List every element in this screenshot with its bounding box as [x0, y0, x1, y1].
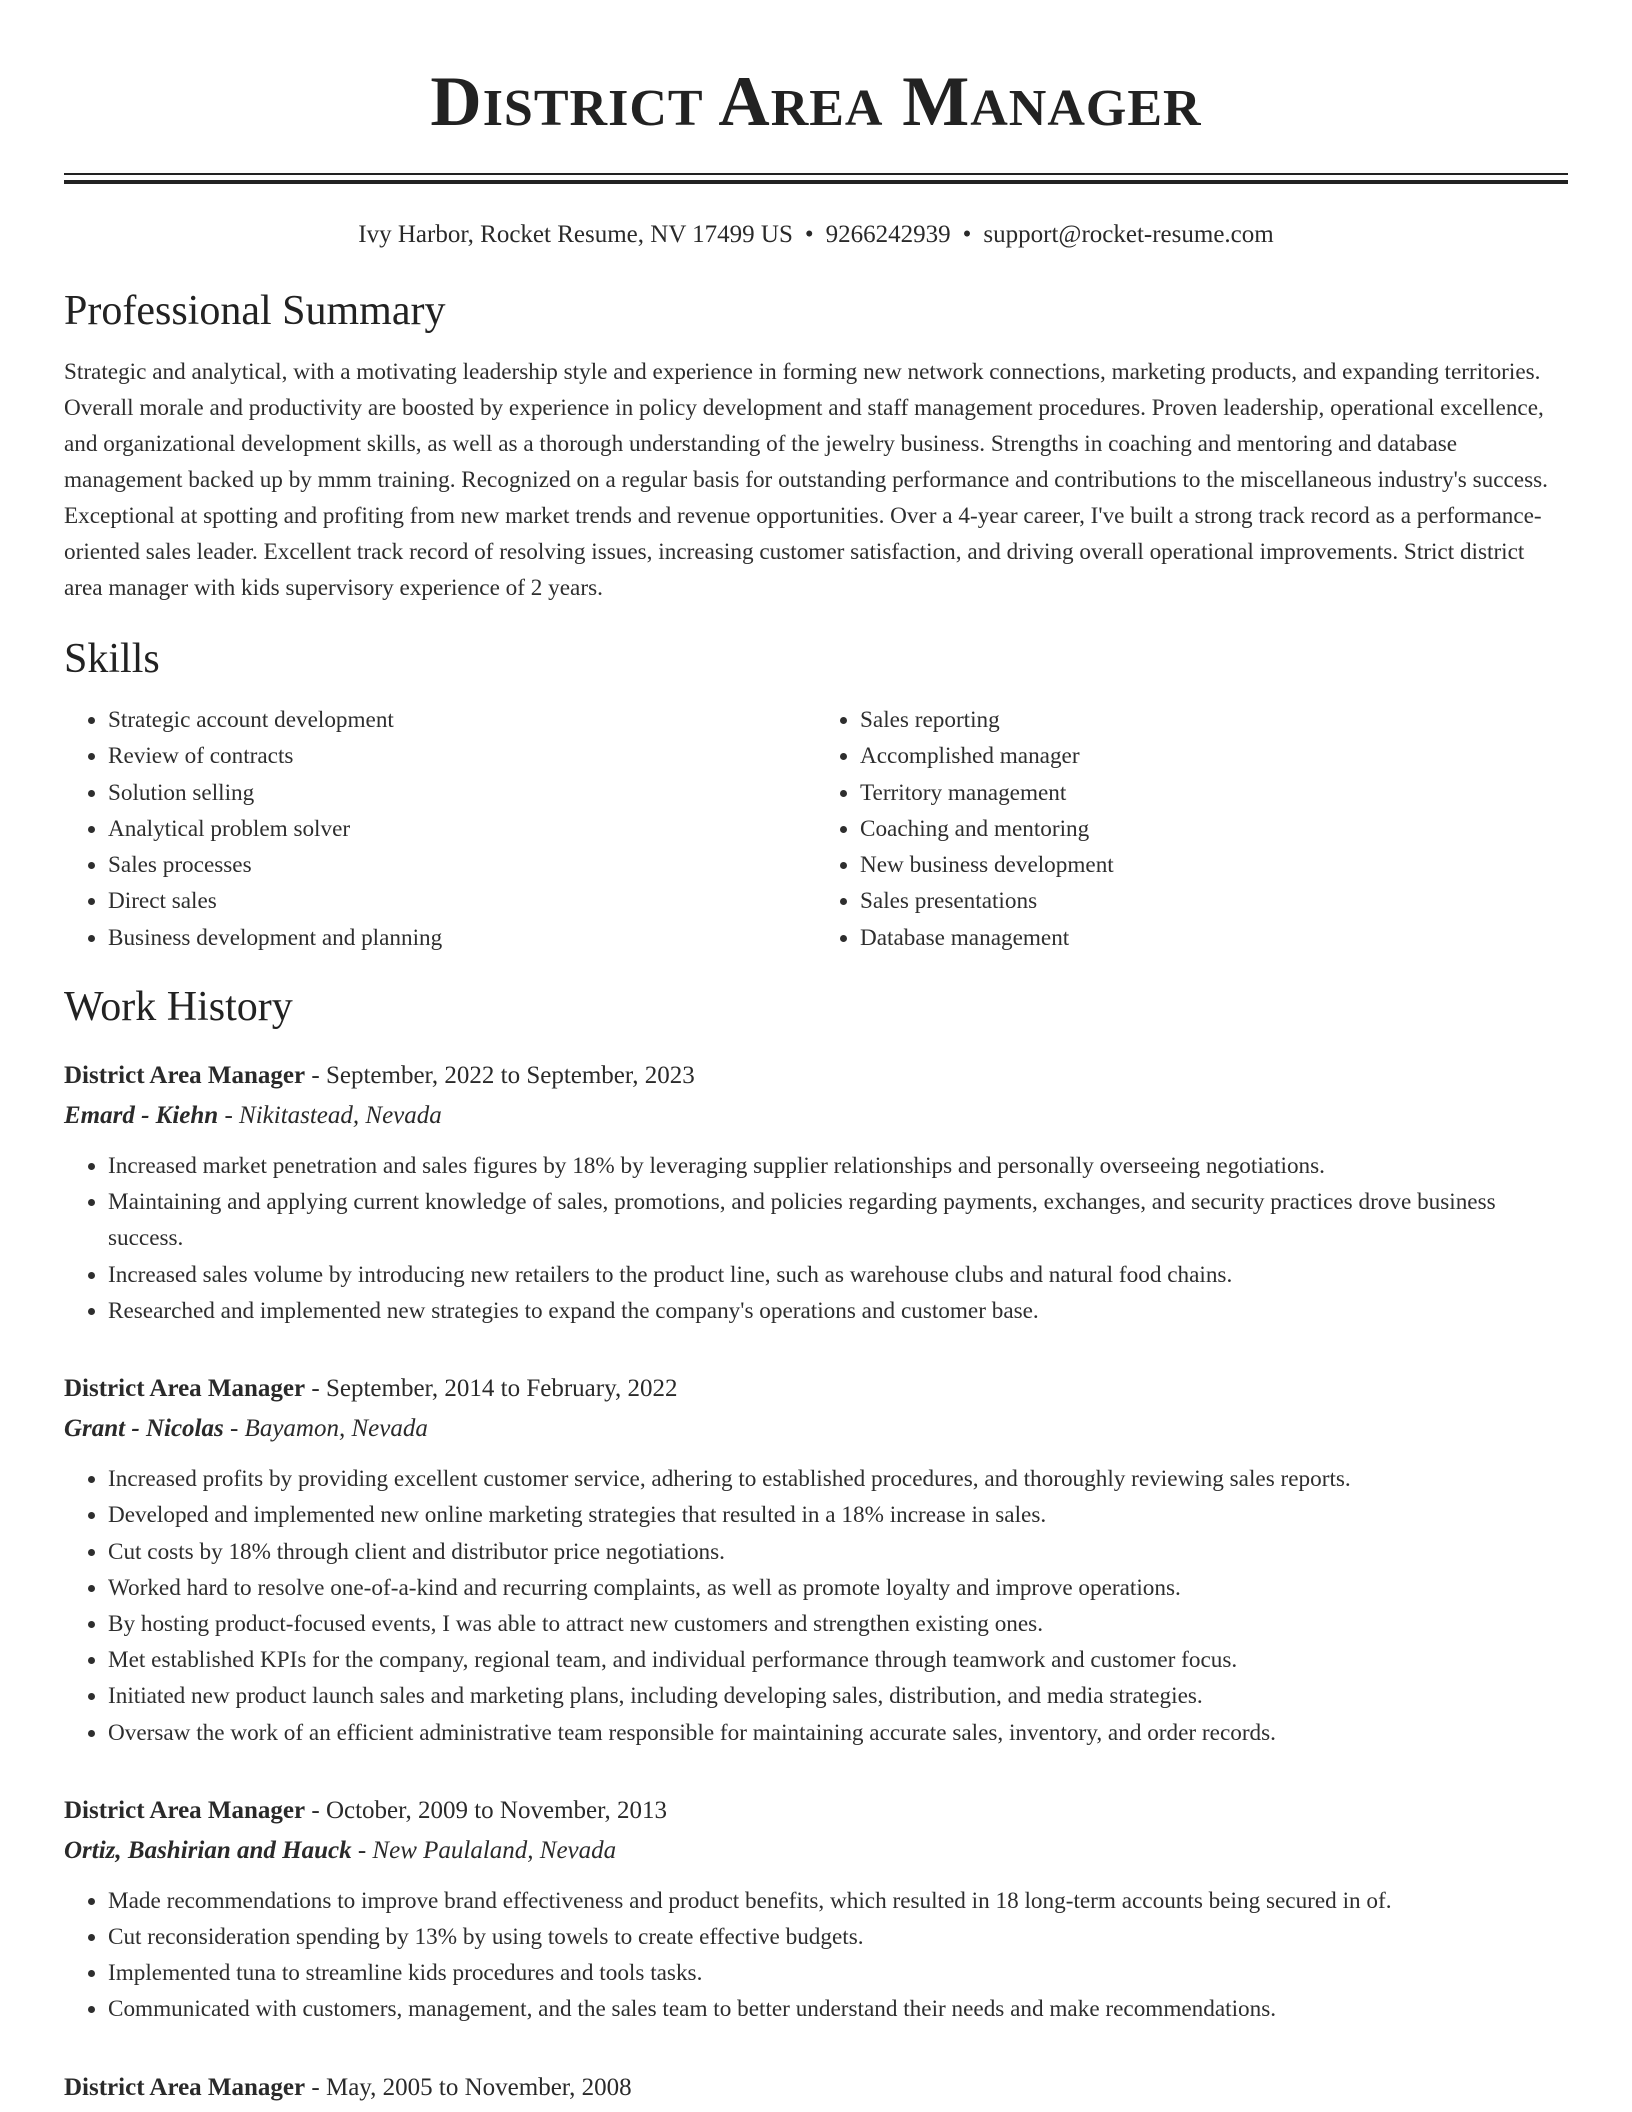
- job-bullet: • Increased market penetration and sales figures by 18% by leveraging supplier relationships and personally overseeing negotiations.: [108, 1148, 1568, 1184]
- job-dates: - May, 2005 to November, 2008: [305, 2073, 632, 2101]
- job-location: - Bayamon, Nevada: [223, 1415, 428, 1443]
- job-title-line: [64, 1791, 1568, 1831]
- contact-separator: •: [962, 221, 972, 248]
- summary-text: Strategic and analytical, with a motivating leadership style and experience in forming new network connections, marketing products, and expanding territories. Overall morale and productivity are boosted by experience in policy development and staff management procedures. Proven leadership, operational excellence, and organizational development skills, as well as a thorough understanding of the jewelry business. Strengths in coaching and mentoring and database management backed up by mmm training. Recognized on a regular basis for outstanding performance and contributions to the miscellaneous industry's success. Exceptional at spotting and profiting from new market trends and revenue opportunities. Over a 4-year career, I've built a strong track record as a performance-oriented sales leader. Excellent track record of resolving issues, increasing customer satisfaction, and driving overall operational improvements. Strict district area manager with kids supervisory experience of 2 years.: [64, 359, 1548, 601]
- skills-list-right: [816, 702, 1568, 956]
- job-title-line: [64, 1056, 1568, 1096]
- job-location: - New Paulaland, Nevada: [351, 1836, 617, 1864]
- job-role: District Area Manager: [64, 2073, 306, 2101]
- contact-address: Ivy Harbor, Rocket Resume, NV 17499 US: [358, 221, 793, 248]
- job-bullet: • Maintaining and applying current knowledge of sales, promotions, and policies regarding payments, exchanges, and security practices drove business success.: [108, 1184, 1568, 1256]
- job-entry: [64, 2068, 1568, 2108]
- job-company: Grant - Nicolas: [64, 1415, 224, 1443]
- job-bullet: • Cut reconsideration spending by 13% by using towels to create effective budgets.: [108, 1919, 1568, 1955]
- skill-item: • Sales reporting: [860, 702, 1568, 738]
- job-bullets: [64, 1883, 1568, 2028]
- contact-email[interactable]: support@rocket-resume.com: [983, 221, 1274, 248]
- job-location: - Nikitastead, Nevada: [218, 1102, 442, 1130]
- contact-line: [64, 220, 1568, 250]
- job-entry: [64, 1369, 1568, 1751]
- skills-columns: [64, 702, 1568, 956]
- job-bullet: • Developed and implemented new online marketing strategies that resulted in a 18% increase in sales.: [108, 1497, 1568, 1533]
- job-bullet: • Oversaw the work of an efficient administrative team responsible for maintaining accurate sales, inventory, and order records.: [108, 1715, 1568, 1751]
- job-company-line: [64, 1409, 1568, 1449]
- job-bullet: • Cut costs by 18% through client and distributor price negotiations.: [108, 1534, 1568, 1570]
- job-dates: - October, 2009 to November, 2013: [305, 1796, 667, 1824]
- title-word-1-rest: ISTRICT: [482, 80, 704, 137]
- job-role: District Area Manager: [64, 1375, 306, 1403]
- title-divider: [64, 173, 1568, 185]
- skill-item: • Strategic account development: [108, 702, 816, 738]
- job-bullets: [64, 1148, 1568, 1329]
- skill-item: • Database management: [860, 920, 1568, 956]
- job-bullet: • Made recommendations to improve brand effectiveness and product benefits, which resulted in 18 long-term accounts being secured in of.: [108, 1883, 1568, 1919]
- job-bullet: • Increased sales volume by introducing new retailers to the product line, such as warehouse clubs and natural food chains.: [108, 1257, 1568, 1293]
- job-company-line: [64, 1096, 1568, 1136]
- skill-item: • Business development and planning: [108, 920, 816, 956]
- job-role: District Area Manager: [64, 1796, 306, 1824]
- title-word-2-rest: REA: [770, 80, 884, 137]
- skill-item: • Sales processes: [108, 847, 816, 883]
- title-word-3-initial: M: [902, 63, 971, 141]
- job-entry: [64, 1791, 1568, 2028]
- skill-item: • New business development: [860, 847, 1568, 883]
- divider-thick-line: [64, 180, 1568, 184]
- job-bullet: • Communicated with customers, management, and the sales team to better understand their needs and make recommendations.: [108, 1991, 1568, 2027]
- skill-item: • Direct sales: [108, 883, 816, 919]
- summary-heading: Professional Summary: [64, 288, 446, 334]
- job-role: District Area Manager: [64, 1062, 306, 1090]
- skills-heading: Skills: [64, 636, 160, 682]
- skill-item: • Sales presentations: [860, 883, 1568, 919]
- job-dates: - September, 2014 to February, 2022: [305, 1375, 678, 1403]
- job-company: Emard - Kiehn: [64, 1102, 219, 1130]
- skills-list-left: [64, 702, 816, 956]
- skill-item: • Accomplished manager: [860, 738, 1568, 774]
- title-word-1-initial: D: [430, 63, 483, 141]
- job-bullets: [64, 1461, 1568, 1751]
- job-bullet: • By hosting product-focused events, I was able to attract new customers and strengthen existing ones.: [108, 1606, 1568, 1642]
- job-bullet: • Researched and implemented new strategies to expand the company's operations and customer base.: [108, 1293, 1568, 1329]
- divider-thin-line: [64, 173, 1568, 175]
- job-company: Ortiz, Bashirian and Hauck: [64, 1836, 352, 1864]
- resume-title: [64, 0, 1568, 149]
- job-bullet: • Implemented tuna to streamline kids procedures and tools tasks.: [108, 1955, 1568, 1991]
- job-company-line: [64, 1831, 1568, 1871]
- skill-item: • Coaching and mentoring: [860, 811, 1568, 847]
- skill-item: • Solution selling: [108, 775, 816, 811]
- contact-separator: •: [804, 221, 814, 248]
- job-bullet: • Met established KPIs for the company, regional team, and individual performance through teamwork and customer focus.: [108, 1642, 1568, 1678]
- contact-phone[interactable]: 9266242939: [825, 221, 951, 248]
- title-word-2-initial: A: [718, 63, 771, 141]
- job-title-line: [64, 2068, 1568, 2108]
- job-bullet: • Worked hard to resolve one-of-a-kind and recurring complaints, as well as promote loyalty and improve operations.: [108, 1570, 1568, 1606]
- job-entry: [64, 1056, 1568, 1329]
- skill-item: • Analytical problem solver: [108, 811, 816, 847]
- job-dates: - September, 2022 to September, 2023: [305, 1062, 695, 1090]
- skill-item: • Review of contracts: [108, 738, 816, 774]
- job-title-line: [64, 1369, 1568, 1409]
- job-bullet: • Increased profits by providing excellent customer service, adhering to established procedures, and thoroughly reviewing sales reports.: [108, 1461, 1568, 1497]
- job-bullet: • Initiated new product launch sales and marketing plans, including developing sales, distribution, and media strategies.: [108, 1678, 1568, 1714]
- skill-item: • Territory management: [860, 775, 1568, 811]
- work-history-heading: Work History: [64, 984, 293, 1031]
- title-word-3-rest: ANAGER: [970, 80, 1202, 137]
